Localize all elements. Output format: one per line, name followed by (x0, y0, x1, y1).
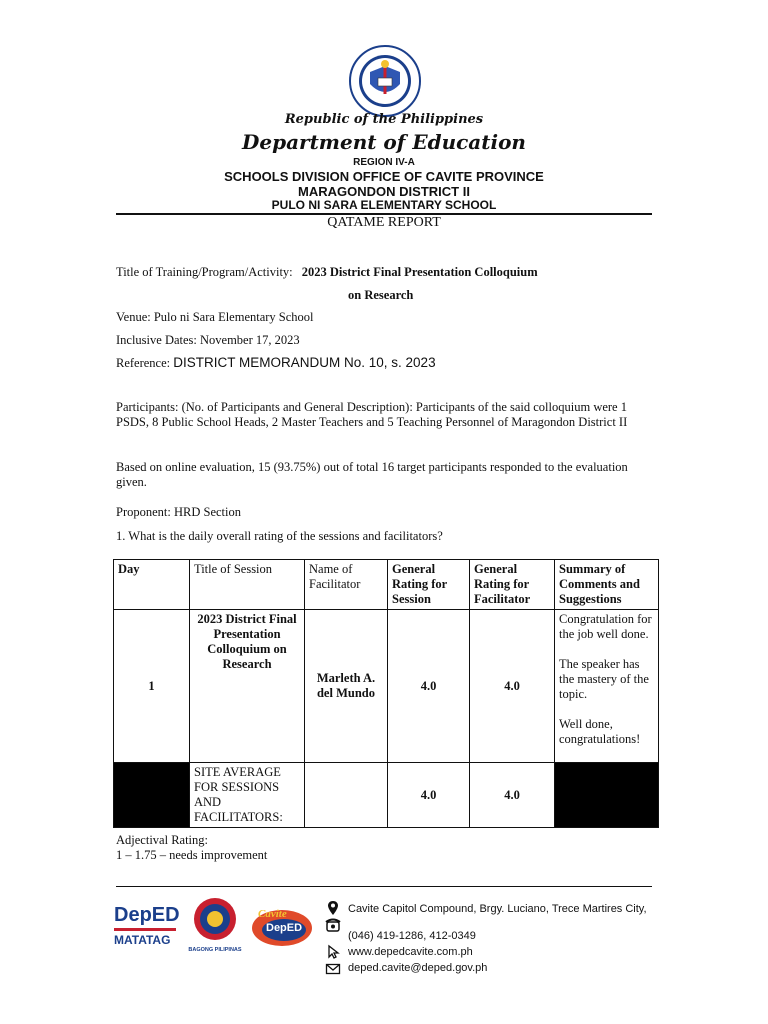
cell-session: 2023 District Final Presentation Colloquium on Research (190, 610, 305, 763)
email-link[interactable]: deped.cavite@deped.gov.ph (348, 962, 488, 974)
republic-heading: Republic of the Philippines (284, 112, 484, 127)
training-line (116, 265, 538, 280)
cell-blank-black-2 (555, 763, 659, 828)
rating-table (113, 559, 659, 828)
reference-value: DISTRICT MEMORANDUM No. 10, s. 2023 (173, 355, 436, 370)
cell-facilitator: Marleth A. del Mundo (305, 610, 388, 763)
bagong-pilipinas-icon (188, 896, 242, 942)
cell-rating-facilitator: 4.0 (470, 610, 555, 763)
website-link[interactable]: www.depedcavite.com.ph (348, 946, 473, 958)
dates-line: Inclusive Dates: November 17, 2023 (116, 333, 300, 347)
school-label: PULO NI SARA ELEMENTARY SCHOOL (271, 198, 497, 212)
cavite-deped-logo (244, 898, 320, 950)
participants-paragraph: Participants: (No. of Participants and General Description): Participants of the said colloquium were 1 PSDS, 8 Public School Heads, 2 Master Teachers and 5 Teaching Personnel of Maragondon District II (116, 400, 628, 429)
cursor-icon (325, 944, 341, 960)
training-label: Title of Training/Program/Activity: (116, 265, 293, 279)
logo-stripe (114, 928, 176, 931)
district-label: MARAGONDON DISTRICT II (298, 184, 470, 199)
cell-empty (305, 763, 388, 828)
report-title: QATAME REPORT (327, 215, 441, 230)
reference-label: Reference: (116, 356, 171, 370)
training-value-continued: on Research (348, 288, 414, 302)
deped-matatag-logo (114, 898, 186, 954)
reference-line (116, 355, 436, 371)
division-label: SCHOOLS DIVISION OFFICE OF CAVITE PROVINCE (224, 169, 544, 184)
evaluation-paragraph: Based on online evaluation, 15 (93.75%) out of total 16 target participants responded to the evaluation given. (116, 460, 628, 489)
deped-seal-logo (348, 44, 422, 118)
cell-day: 1 (114, 610, 190, 763)
proponent-line: Proponent: HRD Section (116, 505, 241, 519)
cell-average-facilitator: 4.0 (470, 763, 555, 828)
matatag-wordmark: MATATAG (114, 933, 171, 947)
training-value: 2023 District Final Presentation Colloquium (301, 265, 538, 279)
address-text: Cavite Capitol Compound, Brgy. Luciano, Trece Martires City, (348, 903, 647, 915)
phone-icon-wrap (325, 917, 341, 938)
bagong-pilipinas-text: BAGONG PILIPINAS (188, 947, 242, 953)
table-average-row (114, 763, 659, 828)
cell-comments (555, 610, 659, 763)
email-icon-wrap (325, 961, 341, 982)
header-rating-facilitator: General Rating for Facilitator (470, 560, 555, 610)
header-facilitator: Name of Facilitator (305, 560, 388, 610)
deped-wordmark: DepED (114, 904, 180, 926)
cell-rating-session: 4.0 (388, 610, 470, 763)
cell-average-session: 4.0 (388, 763, 470, 828)
comment-3: Well done, congratulations! (559, 717, 641, 746)
department-heading: Department of Education (242, 130, 526, 154)
header-session: Title of Session (190, 560, 305, 610)
venue-line: Venue: Pulo ni Sara Elementary School (116, 310, 314, 324)
cell-blank-black (114, 763, 190, 828)
bagong-pilipinas-logo (188, 896, 242, 954)
envelope-icon (325, 961, 341, 977)
location-pin-icon (325, 900, 341, 916)
phone-text: (046) 419-1286, 412-0349 (348, 930, 476, 942)
cavite-deped-text: DepED (266, 922, 303, 934)
comment-2: The speaker has the mastery of the topic. (559, 657, 649, 701)
comment-1: Congratulation for the job well done. (559, 612, 652, 641)
table-header-row (114, 560, 659, 610)
question-line: 1. What is the daily overall rating of the sessions and facilitators? (116, 529, 443, 543)
header-comments: Summary of Comments and Suggestions (555, 560, 659, 610)
region-label: REGION IV-A (353, 157, 415, 168)
header-day: Day (114, 560, 190, 610)
header-rating-session: General Rating for Session (388, 560, 470, 610)
adjectival-heading: Adjectival Rating: (116, 833, 208, 847)
cavite-text: Cavite (258, 908, 287, 920)
telephone-icon (325, 917, 341, 933)
footer-divider (116, 886, 652, 887)
cell-average-label: SITE AVERAGE FOR SESSIONS AND FACILITATORS: (190, 763, 305, 828)
adjectival-first: 1 – 1.75 – needs improvement (116, 848, 268, 862)
table-row (114, 610, 659, 763)
